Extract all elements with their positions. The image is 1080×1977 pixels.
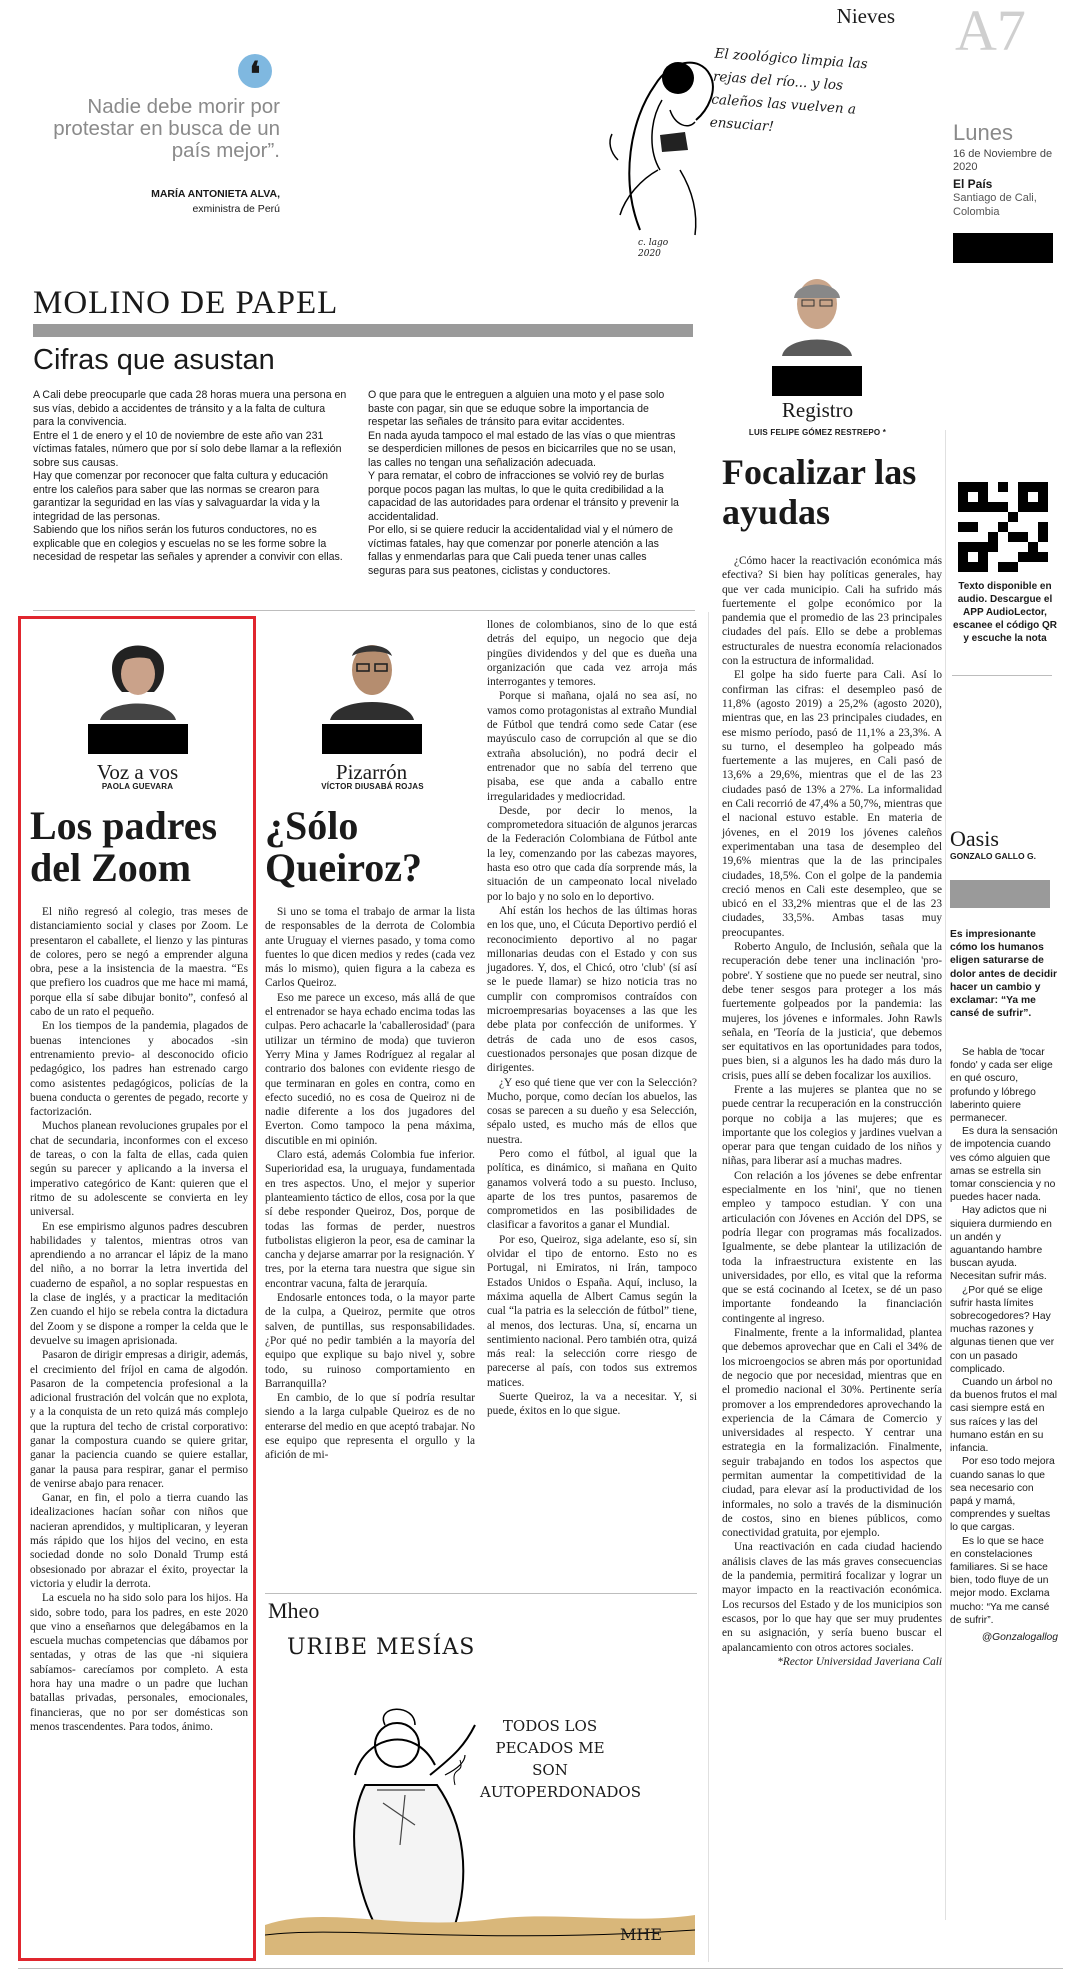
pizarron-paragraph: Por eso, Queiroz, siga adelante, eso sí, sin olvidar el tipo de entorno. Esto no es Portugal, ni Emiratos, ni Irán, tampoco Estados Unidos o España. Aquí, incluso, la máxima aquella de Albert Camus según la cual “la patria es la selección de fútbol” tiene, al menos, dos lecturas. Una, sí, encarna un sentimiento nacional. Pero también otra, quizá más real: la selección corre riesgo de parecerse al país, con todos sus extremos matices. xyxy=(487,1233,697,1389)
section-label: Nieves xyxy=(836,4,895,28)
right-column-divider xyxy=(945,430,946,1920)
voz-author: PAOLA GUEVARA xyxy=(101,782,174,791)
oasis-paragraph: Es lo que se hace en constelaciones familiares. Si se hace bien, todo fluye de un mejor modo. Exclama mucho: “Ya me cansé de sufrir”. xyxy=(950,1535,1050,1626)
voz-paragraph: En los tiempos de la pandemia, plagados de buenas intenciones y abocados -sin entrenamiento previo- al desconocido oficio pedagógico, los padres han estrenado cargo como asistentes pedagógicos, policías de la buena conducta o gerentes de pegado, recorte y factorización. xyxy=(30,1020,248,1119)
voz-column-name: Voz a vos xyxy=(96,760,179,784)
molino-divider xyxy=(33,610,695,611)
registro-footnote: *Rector Universidad Javeriana Cali xyxy=(777,1655,942,1668)
registro-paragraph: Una reactivación en cada ciudad haciendo análisis claves de las más graves consecuencias de la pandemia, permitirá focalizar y lograr un mayor impacto en la reactivación económica. Los recursos del Estado y de los municipios son escasos, por lo que hay que ser muy prudentes en su asignación, y sería bueno buscar el apalancamiento con otros actores sociales. xyxy=(722,1541,942,1654)
pizarron-column-name: Pizarrón xyxy=(335,760,408,784)
oasis-body xyxy=(950,1046,1058,1644)
page-number: A7 xyxy=(955,0,1026,63)
molino-paragraph: Sabiendo que los niños serán los futuros conductores, no es explicable que en colegios y escuelas no se les forme sobre la necesidad de respetar las señales y aprender a convivir con ellas. xyxy=(33,524,343,563)
pizarron-paragraph: Claro está, además Colombia fue inferior. Superioridad esa, la uruguaya, fundamentada en tres aspectos. Uno, el mejor y superior planteamiento táctico de ellos, cosa por la que sí debe responder Queiroz, Dos, porque de todas las formas de perder, nuestros futbolistas eligieron la peor, esa de caminar la cancha y dejarse amarrar por la resignación. Y tres, por la eterna tara nuestra que sigue sin encontrar vacuna, falta de jerarquía. xyxy=(265,1149,475,1290)
voz-paragraph: En ese empirismo algunos padres descubren habilidades y talentos, mientras otros van aprendiendo a no arrancar el lápiz de la mano del niño, a no borrar la letra invertida del cuaderno de español, a no soplar respuestas en la clase de inglés, y a practicar la meditación Zen cuando el hijo se rebela contra la dictadura del Zoom y se dispone a romper la celda que le devuelve su imagen aprisionada. xyxy=(30,1220,248,1347)
registro-paragraph: Finalmente, frente a la informalidad, plantea que debemos aprovechar que en Cali el 34% de los microengocios se abren más por oportunidad de negocio que por necesidad, mientras que en el promedio nacional el 30%. Pertinente sería promover a los emprendedores aprovechando la experiencia de la Cámara de Comercio y universidades al respecto. Y centrar una estrategia en la formalización. Finalmente, seguir trabajando en todos los aspectos que permitan aumentar la competitividad de la ciudad, para elevar así la productividad de los informales, no solo a través de la disminución de costos, sino en bienes públicos, como conectividad gratuita, por ejemplo. xyxy=(722,1327,942,1540)
voz-author-photo xyxy=(88,628,188,720)
oasis-paragraph: Cuando un árbol no da buenos frutos el mal casi siempre está en sus raíces y las del humano están en su infancia. xyxy=(950,1377,1058,1455)
pizarron-paragraph: Eso me parece un exceso, más allá de que el entrenador se haya echado encima todas las culpas. Pero achacarle la 'caballerosidad' (para utilizar un término de moda) que tuvieron Yerry Mina y James Rodríguez al regalar al contrario dos balones con evidente riesgo de que terminaran en goles en contra, como en efecto sucedió, no es cosa de Queiroz ni de nadie diferente a los dos jugadores del Everton. Como tampoco la pena máxima, discutible en mi opinión. xyxy=(265,991,475,1147)
quote-text: Nadie debe morir por protestar en busca de un país mejor”. xyxy=(53,95,280,162)
oasis-paragraph: ¿Por qué se elige sufrir hasta límites sobrecogedores? Hay muchas razones y algunas tienen que ver con un pasado complicado. xyxy=(950,1284,1055,1375)
quote-mark-icon: ❛ xyxy=(238,54,272,88)
pizarron-paragraph: ¿Y eso qué tiene que ver con la Selección? Mucho, porque, como decían los abuelos, las cosas se parecen a su dueño y esa Selección, sépalo usted, es mucho más de ellos que nuestra. xyxy=(487,1076,697,1146)
pizarron-col2 xyxy=(487,618,697,1419)
mheo-column-name: Mheo xyxy=(268,1598,320,1623)
oasis-paragraph: Es dura la sensación de impotencia cuando ves cómo alguien que amas se estrella sin tomar consciencia y no puedes hacer nada. xyxy=(950,1126,1058,1204)
molino-headline: Cifras que asustan xyxy=(33,344,275,376)
audio-divider xyxy=(952,675,1052,676)
mheo-divider xyxy=(265,1593,697,1594)
molino-title-bar xyxy=(33,324,693,337)
pizarron-paragraph: Desde, por decir lo menos, la comprometedora situación de algunos jerarcas de la Federación Colombiana de Fútbol ante la ley, comenzando por las cabezas mayores, hasta eso otro que cada día sorprende más, la situación de un campeonato local nivelado por lo bajo y no solo en lo deportivo. xyxy=(487,804,697,903)
quote-box xyxy=(40,50,290,230)
registro-body xyxy=(722,554,942,1669)
voz-paragraph: La escuela no ha sido solo para los hijos. Ha sido, sobre todo, para los padres, en este 2020 que vino a enseñarnos que delegábamos en la escuela muchas competencias que dábamos por sentadas, y otras de las que -ni siquiera sabíamos- carecíamos por completo. A esta hora hay una madre o un padre que luchan batallas privadas, personales, emocionales, financieras, que no por ser domésticas son menos trascendentes. Para todos, ánimo. xyxy=(30,1592,248,1733)
oasis-author: GONZALO GALLO G. xyxy=(950,851,1036,861)
oasis-handle: @Gonzalogallog xyxy=(981,1631,1058,1643)
registro-paragraph: Frente a las mujeres se plantea que no se puede centrar la recuperación en la construcción porque no cobija a las mujeres; que es importante que los colegios y jardines vuelvan a operar para que tengan cuidado de los niños y niñas, para liberar así a muchas madres. xyxy=(722,1083,942,1168)
registro-paragraph: Roberto Angulo, de Inclusión, señala que la recuperación debe tener una inclinación 'pro-pobre'. Y sostiene que no puede ser neutral, sino debe tener sesgos para proteger a los más fuertemente golpeados por la pandemia: las mujeres, los jóvenes e informales. John Rawls señala, en 'Teoría de la justicia', que debemos ser equitativos en las oportunidades para todos, pues bien, si a algunos les ha dado más duro la crisis, pues allí se deben focalizar los auxilios. xyxy=(722,941,942,1082)
molino-col1 xyxy=(33,389,349,565)
molino-section-title: MOLINO DE PAPEL xyxy=(33,285,339,321)
pizarron-paragraph: Si uno se toma el trabajo de armar la lista de responsables de la derrota de Colombia ante Uruguay el viernes pasado, y toma como fuentes lo que dicen medios y redes (cada vez más lo mismo), quien figura a la cabeza es Carlos Queiroz. xyxy=(265,906,475,990)
voz-paragraph: Pasaron de dirigir empresas a dirigir, además, el crecimiento del fríjol en cama de algodón. Pasaron de la competencia profesional a la adicional frustración del volcán que no explota, y a la conquista de un reto quizá más complejo que la ruptura del techo de cristal corporativo: ganar la compostura cuando se quiere gritar, ganar la paciencia cuando se quiere estallar, ganar la pausa para respirar, ganar el permiso de venirse abajo para renacer. xyxy=(30,1349,248,1490)
registro-paragraph: Con relación a los jóvenes se debe enfrentar especialmente en los 'nini', que no tienen empleo y tampoco estudian. Y con una articulación con Jóvenes en Acción del DPS, se podría llegar con programas más focalizados. Igualmente, se debe plantear la utilización de toda la infraestructura existente en las universidades, por ello, es vital que la reforma que se está cocinando al Icetex, se dé un paso importante fondeando la financiación contingente al ingreso. xyxy=(722,1169,942,1325)
qr-code-icon xyxy=(958,482,1048,572)
registro-author: LUIS FELIPE GÓMEZ RESTREPO * xyxy=(748,428,887,437)
voz-body xyxy=(30,905,248,1734)
pizarron-paragraph: Endosarle entonces toda, o la mayor parte de la culpa, a Queiroz, permite que otros salven, de puntillas, sus responsabilidades. ¿Por qué no pedir también a la mayoría del equipo que explique su bajo nivel y, sobre todo, su ruinoso comportamiento en Barranquilla? xyxy=(265,1292,475,1390)
registro-photo-bar xyxy=(772,366,862,396)
date-day: Lunes xyxy=(953,120,1013,145)
quote-role: exministra de Perú xyxy=(192,203,280,215)
oasis-paragraph: Hay adictos que ni siquiera durmiendo en un andén y aguantando hambre buscan ayuda. Necesitan sufrir más. xyxy=(950,1205,1052,1283)
qr-code[interactable] xyxy=(958,482,1048,572)
oasis-lead: Es impresionante cómo los humanos eligen saturarse de dolor antes de decidir hacer un cambio y exclamar: “Ya me cansé de sufrir”. xyxy=(950,929,1057,1020)
molino-paragraph: En nada ayuda tampoco el mal estado de las vías o que mientras se desperdicien millones de pesos en bicicarriles que no se usan, las calles no tengan una señalización adecuada. xyxy=(368,429,676,469)
mheo-cartoon xyxy=(265,1625,695,1955)
pizarron-paragraph: Suerte Queiroz, la va a necesitar. Y, si puede, éxitos en lo que sigue. xyxy=(487,1391,697,1418)
date-text: 16 de Noviembre de 2020 xyxy=(953,148,1053,173)
pizarron-col1 xyxy=(265,905,475,1463)
oasis-paragraph: Se habla de 'tocar fondo' y cada ser elige en qué oscuro, profundo y lóbrego laberinto quiere permanecer. xyxy=(950,1047,1053,1125)
pizarron-headline: ¿Sólo Queiroz? xyxy=(265,803,423,890)
registro-column-name: Registro xyxy=(781,398,854,422)
location-text: Santiago de Cali, Colombia xyxy=(953,192,1037,218)
voz-headline: Los padres del Zoom xyxy=(30,803,218,890)
cartoon-text: El zoológico limpia las rejas del río... y los caleños las vuelven a ensuciar! xyxy=(709,45,869,135)
voz-paragraph: El niño regresó al colegio, tras meses de distanciamiento social y clases por Zoom. Le presentaron el caballete, el lienzo y las pinturas de colores, pero se negó a emprender alguna obra, pese a la insistencia de la maestra. “Es que prefiero los cuadros que me hace mi mamá, porque ella sí sabe dibujar bonito”, confesó al cabo de un rato el pequeño. xyxy=(30,906,248,1019)
cartoon-signature: c. lago 2020 xyxy=(638,238,669,259)
registro-paragraph: ¿Cómo hacer la reactivación económica más efectiva? Si bien hay políticas generales, hay que ver cada municipio. Cali ha sufrido más fuertemente el golpe económico por la pandemia que el promedio de las 23 principales ciudades del país. Ello se debe a problemas estructurales de nuestra economía relacionados con la estructura de informalidad. xyxy=(722,555,942,668)
pizarron-paragraph: Porque si mañana, ojalá no sea así, no vamos como protagonistas al extraño Mundial de Fútbol que tendrá como sede Catar (ese mayúsculo caso de corrupción al que se dio extraña absolución), no podrá decir el entrenador que no sabía del terreno que pisaba, ese que anda a caballo entre irregularidades y mediocridad. xyxy=(487,690,697,803)
molino-paragraph: Por ello, si se quiere reducir la accidentalidad vial y el número de víctimas fatales, hay que comenzar por ponerle atención a las fallas y enmendarlas para que Cali pueda tener unas calles seguras para sus peatones, ciclistas y conductores. xyxy=(368,524,674,577)
registro-headline: Focalizar las ayudas xyxy=(722,452,917,532)
quote-author: MARÍA ANTONIETA ALVA, xyxy=(151,188,280,200)
publication-name: El País xyxy=(953,177,993,191)
molino-paragraph: O que para que le entreguen a alguien una moto y el pase solo baste con pagar, sin que se eduque sobre la importancia de respetar las señales de tránsito para evitar accidentes. xyxy=(368,389,665,428)
molino-paragraph: Hay que comenzar por reconocer que falta cultura y educación entre los caleños para saber que las normas se crearon para garantizar la seguridad en las vías y salvaguardar la vida y la integridad de las personas. xyxy=(33,470,329,523)
registro-author-photo xyxy=(772,268,862,356)
mheo-caption: URIBE MESÍAS xyxy=(287,1635,476,1660)
voz-photo-bar xyxy=(88,724,188,754)
pizarron-paragraph: llones de colombianos, sino de lo que está detrás del equipo, un negocio que deja pingües dividendos y del que es dueña una organización que cada vez arroja más interrogantes y temores. xyxy=(487,619,697,689)
pizarron-author: VÍCTOR DIUSABÁ ROJAS xyxy=(321,782,424,791)
mheo-signature: MHE xyxy=(620,1925,663,1944)
pizarron-photo-bar xyxy=(322,724,422,754)
molino-paragraph: Y para rematar, el cobro de infracciones se volvió rey de burlas porque pocos pagan las multas, lo que le quita credibilidad a la capacidad de las autoridades para ordenar el tránsito y prevenir la accidentalidad. xyxy=(368,470,679,523)
molino-paragraph: Entre el 1 de enero y el 10 de noviembre de este año van 231 víctimas fatales, número que por sí solo debe llamar a la reflexión sobre sus causas. xyxy=(33,429,342,469)
oasis-column-name: Oasis xyxy=(950,826,999,851)
pizarron-paragraph: En cambio, de lo que sí podría resultar siendo a la larga culpable Queiroz es de no enterarse del medio en que aceptó trabajar. No ese equipo que representa el orgullo y la afición de mi- xyxy=(265,1392,475,1462)
molino-paragraph: A Cali debe preocuparle que cada 28 horas muera una persona en sus vías, debido a accidentes de tránsito y a la falta de cultura para la convivencia. xyxy=(33,389,347,428)
column-divider xyxy=(708,612,709,1962)
pizarron-paragraph: Pero como el fútbol, al igual que la política, es dinámico, si mañana en Quito ganamos volverá todo a su puesto. Incluso, aparte de los tres puntos, pasaremos de comprometidos en las posibilidades de clasificar a favoritos a ganar el Mundial. xyxy=(487,1147,697,1232)
pizarron-paragraph: Ahí están los hechos de las últimas horas en los que, uno, el Cúcuta Deportivo perdió el reconocimiento deportivo al no pagar millonarias deudas con el Estado y con sus jugadores. Y, dos, el Chicó, otro 'club' (sí así se le puede llamar) se hizo noticia tras no cumplir con compromisos contraídos con microempresarias boyacenses a las que les debe plata por confección de uniformes. Y detrás de cada uno de esos casos, cuestionados personajes que posan dizque de dirigentes. xyxy=(487,904,697,1075)
top-cartoon xyxy=(600,30,890,270)
mheo-speech-bubble: TODOS LOS PECADOS ME SON AUTOPERDONADOS xyxy=(480,1717,641,1801)
oasis-title-bar xyxy=(950,880,1050,908)
registro-paragraph: El golpe ha sido fuerte para Cali. Así lo confirman las cifras: el desempleo pasó de 11,8% (agosto 2019) a 25,2% (agosto 2020), mientras que, en las 23 principales ciudades, en ese mismo período, pasó de 11,1% a 23,3%. A su turno, el desempleo ha golpeado más fuertemente a las mujeres, en Cali pasó de 13,6% a 29,6%, mientras que el de las 23 ciudades pasó de 13% a 27%. La informalidad en Cali recorrió de 47,4% a 50,7%, mientras que el nacional estuvo estable. En materia de jóvenes, en el 2019 los jóvenes caleños experimentaban una tasa de desempleo del 19,6% mientras que la de las principales ciudades, 18,5%. Con el golpe de la pandemia creció menos en Cali este desempleo, que se ubicó en el 33,2% mientras que el de las 23 ciudades, 33,5%. Ambas tasas muy preocupantes. xyxy=(722,669,942,939)
voz-paragraph: Muchos planean revoluciones grupales por el chat de secundaria, inconformes con el exceso de tareas, o con la falta de ellas, cada quien según su parecer y aplicando a la inversa el imperativo categórico de Kant: quieren que el ritmo de su adolescente se convierta en ley universal. xyxy=(30,1120,248,1219)
oasis-paragraph: Por eso todo mejora cuando sanas lo que sea necesario con papá y mamá, comprendes y sueltas lo que cargas. xyxy=(950,1456,1055,1534)
pizarron-author-photo xyxy=(322,628,422,720)
audio-text: Texto disponible en audio. Descargue el APP AudioLector, escanee el código QR y escuche la nota xyxy=(953,581,1057,644)
molino-col2 xyxy=(368,389,684,578)
ad-strip xyxy=(953,233,1053,263)
voz-paragraph: Ganar, en fin, el polo a tierra cuando las idealizaciones hacían soñar con niños que nacieran aprendidos, y multiplicaran, y leyeran más rápido que los hijos del vecino, en esta sociedad donde no solo Donald Trump está obsesionado por abrazar el éxito, proyectar la victoria y eludir la derrota. xyxy=(30,1492,248,1590)
page-bottom-rule xyxy=(18,1968,1063,1969)
